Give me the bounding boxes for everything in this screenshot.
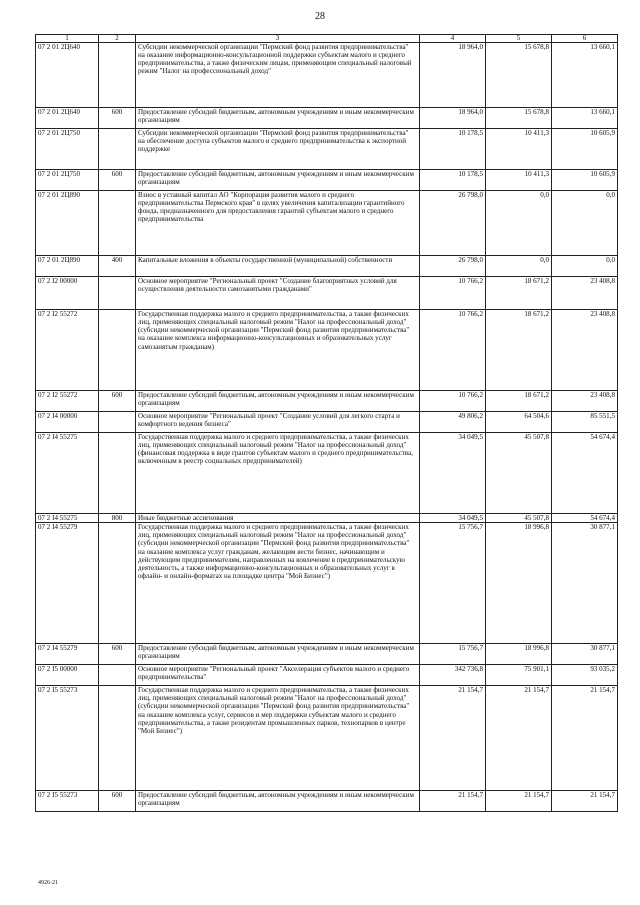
row-description: Основное мероприятие "Региональный проект "Создание благоприятных условий для осуществления деятельности самозанятыми гражданами" [136, 277, 420, 310]
row-code: 07 2 01 2Ц890 [36, 191, 99, 256]
row-value-col6: 13 660,1 [552, 43, 618, 108]
row-value-col4: 10 766,2 [420, 310, 486, 391]
row-expense-type: 600 [99, 644, 136, 665]
row-value-col5: 18 671,2 [486, 277, 552, 310]
row-value-col4: 10 766,2 [420, 391, 486, 412]
row-description: Предоставление субсидий бюджетным, автономным учреждениям и иным некоммерческим организациям [136, 391, 420, 412]
row-code: 07 2 I4 55275 [36, 514, 99, 523]
row-code: 07 2 I4 55279 [36, 644, 99, 665]
row-value-col5: 45 507,8 [486, 433, 552, 514]
row-code: 07 2 I5 55273 [36, 791, 99, 812]
row-expense-type: 600 [99, 108, 136, 129]
row-description: Предоставление субсидий бюджетным, автономным учреждениям и иным некоммерческим организациям [136, 108, 420, 129]
row-description: Основное мероприятие "Региональный проект "Акселерация субъектов малого и среднего предпринимательства" [136, 665, 420, 686]
row-code: 07 2 01 2Ц640 [36, 43, 99, 108]
table-row [36, 791, 618, 812]
row-description: Иные бюджетные ассигнования [136, 514, 420, 523]
column-header: 6 [552, 35, 618, 43]
row-value-col5: 75 901,1 [486, 665, 552, 686]
row-value-col6: 54 674,4 [552, 433, 618, 514]
table-row [36, 686, 618, 791]
row-value-col6: 0,0 [552, 191, 618, 256]
table-row [36, 43, 618, 108]
row-expense-type [99, 433, 136, 514]
row-description: Предоставление субсидий бюджетным, автономным учреждениям и иным некоммерческим организациям [136, 170, 420, 191]
row-code: 07 2 I5 55273 [36, 686, 99, 791]
row-code: 07 2 I2 55272 [36, 391, 99, 412]
row-code: 07 2 I5 00000 [36, 665, 99, 686]
row-description: Взнос в уставный капитал АО "Корпорация развития малого и среднего предпринимательства Пермского края" в целях увеличения капитализации гарантийного фонда, предназначенного для предоставления гарантий субъектам малого и среднего предпринимательства [136, 191, 420, 256]
table-row [36, 433, 618, 514]
row-value-col6: 13 660,1 [552, 108, 618, 129]
row-value-col6: 23 408,8 [552, 310, 618, 391]
row-value-col4: 34 049,5 [420, 514, 486, 523]
row-value-col4: 10 178,5 [420, 129, 486, 170]
row-value-col4: 10 178,5 [420, 170, 486, 191]
row-description: Государственная поддержка малого и среднего предпринимательства, а также физических лиц, применяющих специальный налоговый режим "Налог на профессиональный доход" (финансовая поддержка в виде грантов субъектам малого и среднего предпринимательства, включенным в реестр социальных предпринимателей) [136, 433, 420, 514]
row-expense-type [99, 191, 136, 256]
row-expense-type [99, 43, 136, 108]
row-code: 07 2 I4 00000 [36, 412, 99, 433]
row-code: 07 2 01 2Ц890 [36, 256, 99, 277]
column-header: 1 [36, 35, 99, 43]
row-value-col4: 26 798,0 [420, 256, 486, 277]
table-row [36, 514, 618, 523]
row-code: 07 2 I4 55275 [36, 433, 99, 514]
row-description: Капитальные вложения в объекты государственной (муниципальной) собственности [136, 256, 420, 277]
row-value-col6: 93 035,2 [552, 665, 618, 686]
row-code: 07 2 I4 55279 [36, 523, 99, 644]
row-value-col5: 0,0 [486, 256, 552, 277]
row-value-col5: 45 507,8 [486, 514, 552, 523]
row-value-col6: 23 408,8 [552, 391, 618, 412]
row-value-col5: 15 678,8 [486, 108, 552, 129]
row-value-col5: 18 996,8 [486, 644, 552, 665]
page-number: 28 [315, 11, 325, 22]
column-header: 5 [486, 35, 552, 43]
row-value-col5: 18 996,8 [486, 523, 552, 644]
row-value-col5: 10 411,3 [486, 129, 552, 170]
row-expense-type: 600 [99, 170, 136, 191]
row-expense-type [99, 310, 136, 391]
row-expense-type: 600 [99, 791, 136, 812]
row-value-col5: 18 671,2 [486, 391, 552, 412]
table-row [36, 191, 618, 256]
row-description: Предоставление субсидий бюджетным, автономным учреждениям и иным некоммерческим организациям [136, 791, 420, 812]
column-header: 2 [99, 35, 136, 43]
row-value-col6: 21 154,7 [552, 791, 618, 812]
row-value-col4: 342 736,8 [420, 665, 486, 686]
row-value-col5: 10 411,3 [486, 170, 552, 191]
row-value-col5: 64 504,6 [486, 412, 552, 433]
table-row [36, 665, 618, 686]
row-code: 07 2 I2 55272 [36, 310, 99, 391]
table-row [36, 170, 618, 191]
row-value-col4: 21 154,7 [420, 791, 486, 812]
row-value-col5: 21 154,7 [486, 686, 552, 791]
row-description: Основное мероприятие "Региональный проект "Создание условий для легкого старта и комфортного ведения бизнеса" [136, 412, 420, 433]
row-value-col4: 15 756,7 [420, 523, 486, 644]
row-value-col6: 0,0 [552, 256, 618, 277]
document-code: 4926-21 [38, 880, 58, 886]
row-expense-type [99, 412, 136, 433]
table-row [36, 644, 618, 665]
row-value-col6: 21 154,7 [552, 686, 618, 791]
row-value-col5: 15 678,8 [486, 43, 552, 108]
row-value-col4: 18 964,0 [420, 43, 486, 108]
row-description: Субсидии некоммерческой организации "Пермский фонд развития предпринимательства" на обеспечение доступа субъектов малого и среднего предпринимательства к экспортной поддержке [136, 129, 420, 170]
row-value-col4: 10 766,2 [420, 277, 486, 310]
row-code: 07 2 01 2Ц640 [36, 108, 99, 129]
table-row [36, 256, 618, 277]
row-expense-type [99, 277, 136, 310]
row-expense-type: 400 [99, 256, 136, 277]
row-value-col5: 0,0 [486, 191, 552, 256]
row-value-col6: 10 605,9 [552, 129, 618, 170]
table-row [36, 523, 618, 644]
budget-table [35, 34, 618, 812]
table-row [36, 129, 618, 170]
row-value-col6: 10 605,9 [552, 170, 618, 191]
row-description: Государственная поддержка малого и среднего предпринимательства, а также физических лиц, применяющих специальный налоговый режим "Налог на профессиональный доход" (субсидии некоммерческой организации "Пермский фонд развития предпринимательства" на оказание комплекса услуг, сервисов и мер поддержки субъектам малого и среднего предпринимательства, а также резидентам промышленных парков, технопарков в центре "Мой Бизнес") [136, 686, 420, 791]
row-description: Государственная поддержка малого и среднего предпринимательства, а также физических лиц, применяющих специальный налоговый режим "Налог на профессиональный доход" (субсидии некоммерческой организации "Пермский фонд развития предпринимательства" на оказание комплекса услуг гражданам, желающим вести бизнес, начинающим и действующим предпринимателям, направленных на вовлечение в предпринимательскую деятельность, а также информационно-консультационных и образовательных услуг в офлайн- и онлайн-форматах на площадке центра "Мой Бизнес") [136, 523, 420, 644]
table-row [36, 391, 618, 412]
table-row [36, 277, 618, 310]
row-value-col4: 49 806,2 [420, 412, 486, 433]
table-row [36, 412, 618, 433]
row-code: 07 2 I2 00000 [36, 277, 99, 310]
column-header: 3 [136, 35, 420, 43]
row-expense-type [99, 665, 136, 686]
row-value-col5: 21 154,7 [486, 791, 552, 812]
row-value-col6: 85 551,5 [552, 412, 618, 433]
row-expense-type: 600 [99, 391, 136, 412]
row-value-col5: 18 671,2 [486, 310, 552, 391]
row-expense-type [99, 686, 136, 791]
row-value-col6: 30 877,1 [552, 644, 618, 665]
column-header: 4 [420, 35, 486, 43]
table-header-row [36, 35, 618, 43]
table-row [36, 108, 618, 129]
row-value-col4: 26 798,0 [420, 191, 486, 256]
row-expense-type [99, 523, 136, 644]
row-code: 07 2 01 2Ц750 [36, 129, 99, 170]
row-description: Субсидии некоммерческой организации "Пермский фонд развития предпринимательства" на оказание информационно-консультационной поддержки субъектам малого и среднего предпринимательства, а также физическим лицам, применяющим специальный налоговый режим "Налог на профессиональный доход" [136, 43, 420, 108]
row-description: Государственная поддержка малого и среднего предпринимательства, а также физических лиц, применяющих специальный налоговый режим "Налог на профессиональный доход" (субсидии некоммерческой организации "Пермский фонд развития предпринимательства" на оказание комплекса информационно-консультационных и образовательных услуг самозанятым гражданам) [136, 310, 420, 391]
row-value-col6: 30 877,1 [552, 523, 618, 644]
row-code: 07 2 01 2Ц750 [36, 170, 99, 191]
row-expense-type [99, 129, 136, 170]
row-value-col6: 23 408,8 [552, 277, 618, 310]
row-value-col6: 54 674,4 [552, 514, 618, 523]
row-value-col4: 34 049,5 [420, 433, 486, 514]
table-row [36, 310, 618, 391]
row-value-col4: 15 756,7 [420, 644, 486, 665]
row-description: Предоставление субсидий бюджетным, автономным учреждениям и иным некоммерческим организациям [136, 644, 420, 665]
row-value-col4: 21 154,7 [420, 686, 486, 791]
row-value-col4: 18 964,0 [420, 108, 486, 129]
row-expense-type: 800 [99, 514, 136, 523]
